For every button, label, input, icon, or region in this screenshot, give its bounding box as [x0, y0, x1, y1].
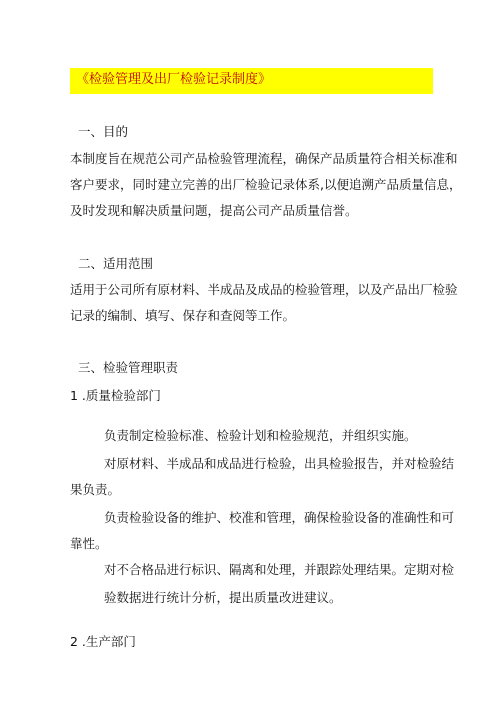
subsection-heading-production-dept: 2 .生产部门: [70, 634, 136, 649]
paragraph-line: 负责制定检验标准、检验计划和检验规范，并组织实施。: [104, 428, 417, 443]
paragraph-line: 果负责。: [70, 482, 121, 497]
section-heading-purpose: 一、目的: [78, 124, 129, 139]
paragraph-line: 靠性。: [70, 536, 108, 551]
subsection-heading-quality-dept: 1 .质量检验部门: [70, 388, 161, 403]
paragraph-line: 验数据进行统计分析，提出质量改进建议。: [104, 590, 342, 605]
paragraph-line: 对不合格品进行标识、隔离和处理，并跟踪处理结果。定期对检: [104, 562, 455, 577]
section-heading-responsibilities: 三、检验管理职责: [78, 360, 179, 375]
paragraph-line: 记录的编制、填写、保存和查阅等工作。: [70, 308, 296, 323]
paragraph-line: 客户要求，同时建立完善的出厂检验记录体系,以便追溯产品质量信息，: [70, 177, 462, 192]
section-heading-scope: 二、适用范围: [78, 256, 154, 271]
paragraph-line: 适用于公司所有原材料、半成品及成品的检验管理，以及产品出厂检验: [70, 282, 458, 297]
paragraph-line: 负责检验设备的维护、校准和管理，确保检验设备的准确性和可: [104, 510, 455, 525]
document-title: 《检验管理及出厂检验记录制度》: [76, 72, 272, 87]
paragraph-line: 本制度旨在规范公司产品检验管理流程，确保产品质量符合相关标准和: [70, 151, 458, 166]
paragraph-line: 及时发现和解决质量问题，提高公司产品质量信誉。: [70, 203, 358, 218]
paragraph-line: 对原材料、半成品和成品进行检验，出具检验报告，并对检验结: [104, 456, 455, 471]
